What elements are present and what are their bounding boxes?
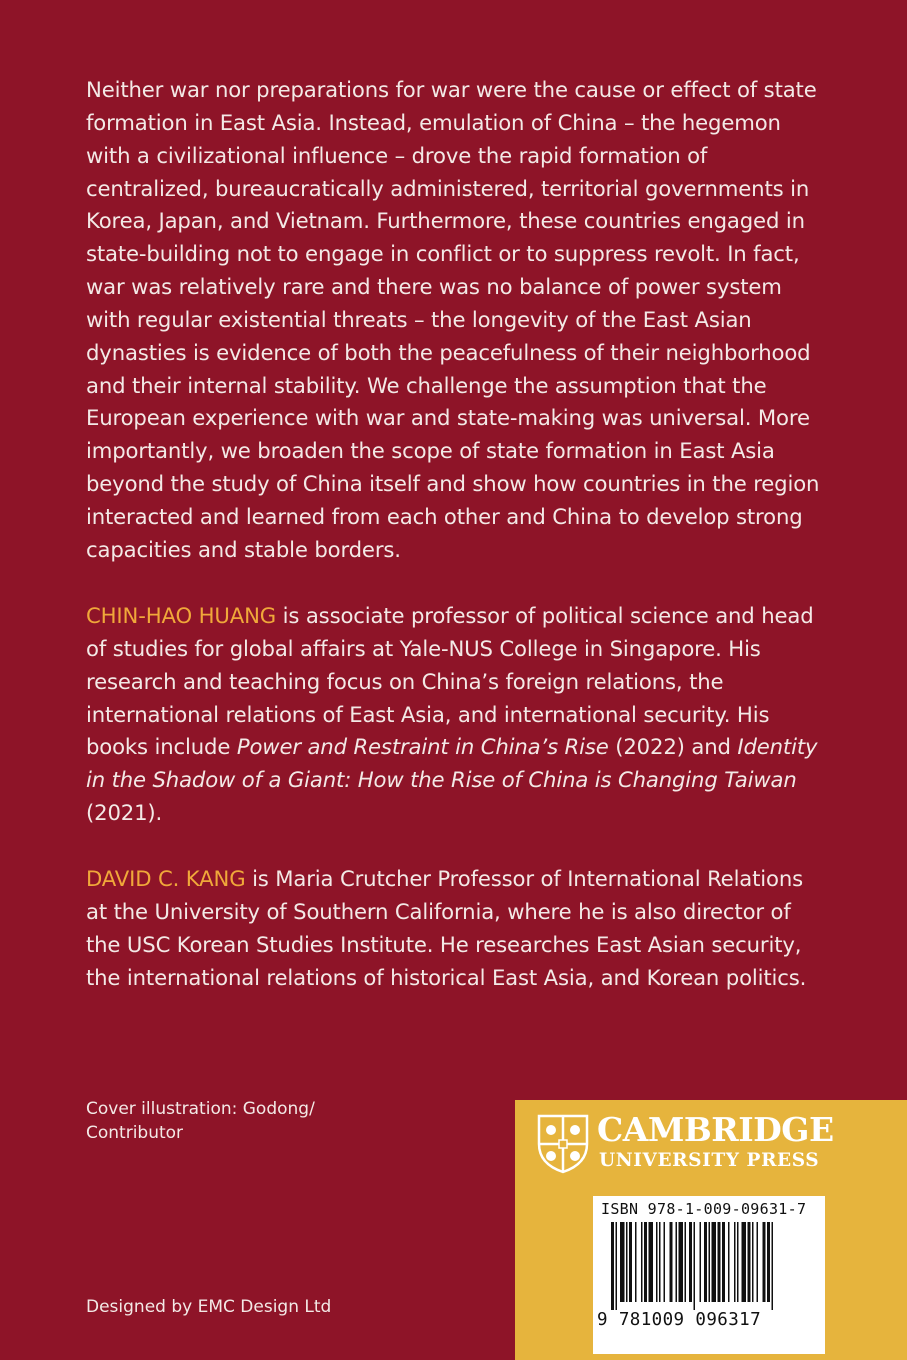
barcode-bar	[676, 1222, 678, 1302]
designer-credit: Designed by EMC Design Ltd	[86, 1297, 332, 1317]
barcode-bar	[641, 1222, 643, 1302]
barcode-bar	[757, 1222, 759, 1302]
author-name-kang: DAVID C. KANG	[86, 866, 246, 891]
barcode-bar	[616, 1222, 618, 1310]
publisher-name: CAMBRIDGE	[597, 1110, 834, 1149]
barcode-bar	[635, 1222, 637, 1302]
book-title: Power and Restraint in China’s Rise	[236, 734, 609, 760]
bio-text: (2022) and	[608, 734, 738, 760]
barcode-bar	[748, 1222, 751, 1302]
barcode-bar	[763, 1222, 766, 1302]
barcode-bar	[620, 1222, 625, 1302]
barcode-bar	[772, 1222, 774, 1310]
cambridge-crest-icon	[537, 1114, 589, 1174]
barcode-bar	[767, 1222, 770, 1302]
barcode-digits: 9 781009 096317	[597, 1310, 762, 1330]
barcode-bar	[709, 1222, 711, 1302]
cover-credit: Cover illustration: Godong/ Contributor	[86, 1099, 315, 1143]
barcode-bar	[664, 1222, 666, 1302]
blurb-text: Neither war nor preparations for war were the cause or effect of state formation in East Asia. Instead, emulation of China – the hegemon with a civilizational influence – drove the rapid formation of centralized, bureaucratically administered, territorial governments in Korea, Japan, and Vietnam. Furthermore, these countries engaged in state-building not to engage in conflict or to suppress revolt. In fact, war was relatively rare and there was no balance of power system with regular existential threats – the longevity of the East Asian dynasties is evidence of both the peacefulness of their neighborhood and their internal stability. We challenge the assumption that the European experience with war and state-making was universal. More importantly, we broaden the scope of state formation in East Asia beyond the study of China itself and show how countries in the region interacted and learned from each other and China to develop strong capacities and stable borders.	[86, 77, 820, 562]
barcode-bar	[737, 1222, 739, 1302]
barcode-bar	[712, 1222, 717, 1302]
barcode-bar	[656, 1222, 658, 1302]
barcode-bar	[752, 1222, 754, 1302]
barcode-bars-icon	[597, 1222, 821, 1310]
barcode-bar	[694, 1222, 696, 1310]
barcode-bar	[704, 1222, 707, 1302]
publisher-panel	[515, 1100, 907, 1360]
author-bio-huang	[86, 600, 826, 830]
barcode-bar	[689, 1222, 692, 1302]
barcode-bar	[722, 1222, 725, 1302]
bio-text: is Maria Crutcher Professor of International Relations at the University of Southern California, where he is also director of the USC Korean Studies Institute. He researches East Asian security, the international relations of historical East Asia, and Korean politics.	[86, 866, 807, 990]
author-name-huang: CHIN-HAO HUANG	[86, 603, 277, 628]
barcode-bar	[649, 1222, 654, 1302]
barcode-bar	[679, 1222, 684, 1302]
barcode-bar	[670, 1222, 673, 1302]
barcode-bar	[685, 1222, 687, 1302]
barcode-bar	[734, 1222, 736, 1302]
barcode-bar	[728, 1222, 730, 1302]
publisher-subtitle: UNIVERSITY PRESS	[599, 1150, 820, 1171]
book-title: Identity in the Shadow of a Giant: How the Rise of China is Changing Taiwan	[86, 734, 818, 793]
barcode-bar	[742, 1222, 747, 1302]
barcode-bar	[629, 1222, 632, 1302]
isbn-barcode	[593, 1196, 825, 1354]
barcode-bar	[659, 1222, 661, 1302]
barcode-bar	[611, 1222, 614, 1310]
bio-text: is associate professor of political science and head of studies for global affairs at Yale-NUS College in Singapore. His research and teaching focus on China’s foreign relations, the international relations of East Asia, and international security. His books include	[86, 603, 814, 760]
barcode-bar	[644, 1222, 647, 1302]
bio-text: (2021).	[86, 800, 163, 826]
barcode-bar	[700, 1222, 702, 1302]
barcode-bar	[718, 1222, 721, 1302]
barcode-bar	[626, 1222, 628, 1302]
isbn-label: ISBN 978-1-009-09631-7	[601, 1200, 807, 1218]
author-bio-kang	[86, 863, 826, 994]
book-blurb	[86, 74, 826, 567]
